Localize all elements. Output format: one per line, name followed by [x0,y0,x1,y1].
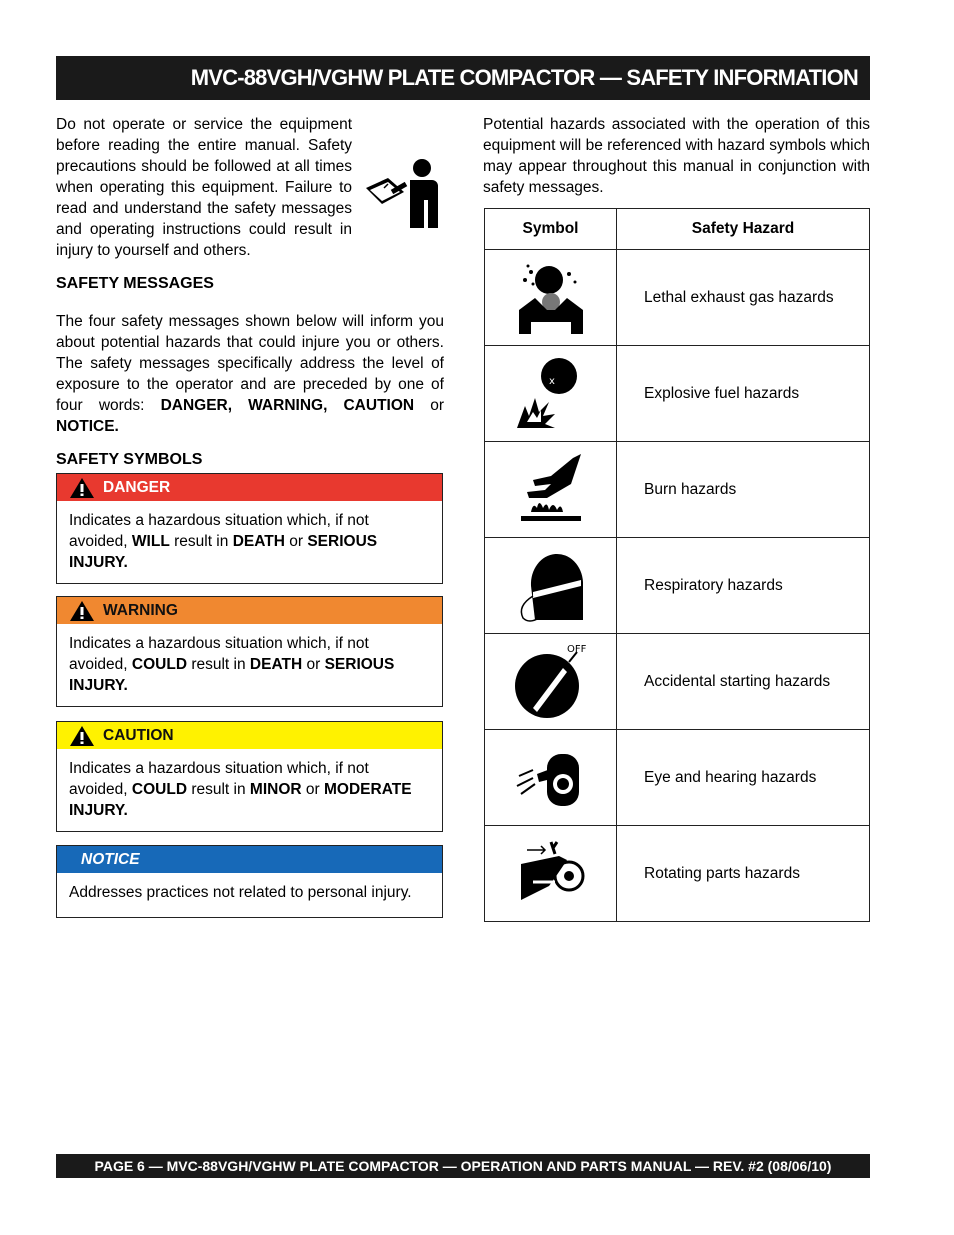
danger-message-box [56,473,443,584]
safety-messages-text: The four safety messages shown below will inform you about potential hazards that could injure you or others. The safety messages specifically address the level of exposure to the operator and are preceded by one of four words: [56,313,444,414]
caution-label: CAUTION [103,726,174,744]
table-row [485,250,870,346]
or-text: or [414,397,444,414]
eye-hearing-icon [511,738,591,818]
warning-text-3: or [302,656,325,673]
danger-text-3: or [284,533,308,550]
notice-body: Addresses practices not related to personal injury. [69,884,412,901]
hazard-column-header: Safety Hazard [617,209,870,250]
danger-bold-3: SERIOUS INJURY. [69,533,378,571]
hazard-label: Rotating parts hazards [617,826,870,922]
page-title-bar [56,56,870,100]
table-row [485,634,870,730]
warning-text-2: result in [187,656,250,673]
hazard-label: Respiratory hazards [617,538,870,634]
footer-text: PAGE 6 — MVC-88VGH/VGHW PLATE COMPACTOR — OPERATION AND PARTS MANUAL — REV. #2 (08/06/10) [94,1158,832,1174]
burn-icon [511,450,591,530]
hazard-symbol-table [484,208,870,922]
hazard-label: Lethal exhaust gas hazards [617,250,870,346]
warning-triangle-icon [69,477,95,499]
intro-paragraph: Do not operate or service the equipment before reading the entire manual. Safety precautions should be followed at all times when operating this equipment. Failure to read and understand the safety messages and operating instructions could result in injury to yourself and others. [56,116,352,259]
caution-bold-2: MINOR [249,781,302,798]
table-row [485,730,870,826]
danger-text-2: result in [169,533,233,550]
right-column [483,114,870,922]
left-column [56,114,444,918]
notice-label: NOTICE [81,850,140,868]
page-title: MVC-88VGH/VGHW PLATE COMPACTOR — SAFETY INFORMATION [190,65,858,90]
exhaust-gas-icon [511,258,591,338]
hazard-label: Burn hazards [617,442,870,538]
danger-header [57,474,442,501]
table-header-row [485,209,870,250]
table-row [485,346,870,442]
danger-label: DANGER [103,478,171,496]
notice-header [57,846,442,873]
warning-header [57,597,442,624]
caution-header [57,722,442,749]
hazard-label: Explosive fuel hazards [617,346,870,442]
caution-body [57,749,442,831]
table-row [485,442,870,538]
explosive-fuel-icon [511,354,591,434]
intro-section [56,114,444,261]
read-manual-icon [362,158,444,230]
accidental-start-icon [511,642,591,722]
caution-text-2: result in [187,781,250,798]
table-row [485,826,870,922]
svg-text:x: x [548,375,555,387]
warning-text-1: Indicates a hazardous situation which, if not avoided, [69,635,369,673]
caution-text-3: or [301,781,324,798]
page-footer [56,1154,870,1178]
danger-bold-1: WILL [131,533,170,550]
safety-symbols-heading: SAFETY SYMBOLS [56,451,203,468]
notice-word: NOTICE. [56,418,119,435]
caution-message-box [56,721,443,832]
hazard-label: Accidental starting hazards [617,634,870,730]
notice-message-box [56,845,443,918]
warning-label: WARNING [103,601,178,619]
danger-text-1: Indicates a hazardous situation which, if not avoided, [69,512,369,550]
signal-words: DANGER, WARNING, CAUTION [160,397,415,414]
respiratory-icon [511,546,591,626]
danger-bold-2: DEATH [232,533,285,550]
symbol-column-header: Symbol [485,209,617,250]
warning-bold-3: SERIOUS INJURY. [69,656,395,694]
caution-bold-1: COULD [131,781,188,798]
caution-bold-3: MODERATE INJURY. [69,781,412,819]
warning-triangle-icon [69,600,95,622]
warning-body [57,624,442,706]
safety-messages-paragraph [56,311,444,437]
off-label: OFF [566,643,586,655]
warning-bold-2: DEATH [249,656,303,673]
danger-body [57,501,442,583]
table-row [485,538,870,634]
hazards-intro-paragraph: Potential hazards associated with the operation of this equipment will be referenced with hazard symbols which may appear throughout this manual in conjunction with safety messages. [483,116,870,196]
safety-messages-heading: SAFETY MESSAGES [56,275,214,292]
caution-text-1: Indicates a hazardous situation which, if not avoided, [69,760,369,798]
warning-message-box [56,596,443,707]
hazard-label: Eye and hearing hazards [617,730,870,826]
rotating-parts-icon [511,834,591,914]
warning-bold-1: COULD [131,656,188,673]
warning-triangle-icon [69,725,95,747]
